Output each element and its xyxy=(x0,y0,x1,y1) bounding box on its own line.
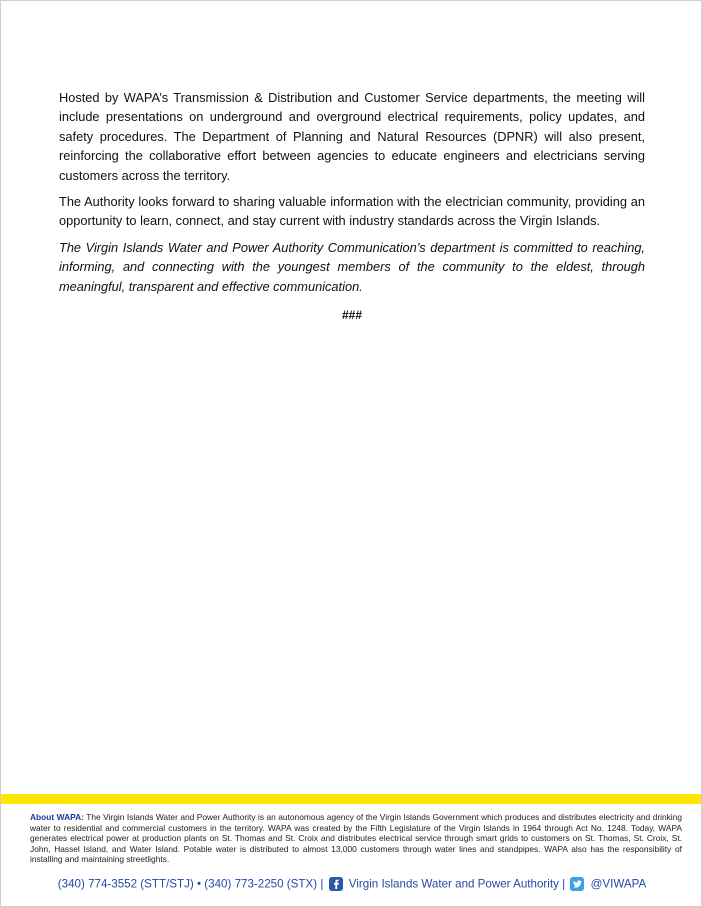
phone-stx[interactable]: (340) 773-2250 (STX) xyxy=(204,877,318,891)
body-paragraph-1: Hosted by WAPA’s Transmission & Distribution and Customer Service departments, the meeting will include presentations on underground and overground electrical requirements, policy updates, and safety procedures. The Department of Planning and Natural Resources (DPNR) will also present, reinforcing the collaborative effort between agencies to educate engineers and electricians serving customers across the territory. xyxy=(59,90,645,183)
about-text: The Virgin Islands Water and Power Authority is an autonomous agency of the Virgin Islands Government which produces and distributes electricity and drinking water to residential and commercial customers in the territory. WAPA was created by the Fifth Legislature of the Virgin Islands in 1964 through Act No. 1248. Today, WAPA generates electrical power at production plants on St. Thomas and St. Croix and distributes electrical service through smart grids to customers on St. Thomas, St. Croix, St. John, Hassel Island, and Water Island. Potable water is distributed to almost 13,000 customers through water lines and standpipes. WAPA also has the responsibility of installing and maintaining streetlights. xyxy=(30,812,682,865)
body-paragraph-2: The Authority looks forward to sharing valuable information with the electrician community, providing an opportunity to learn, connect, and stay current with industry standards across the Virgin Islands. xyxy=(59,194,645,229)
about-wapa xyxy=(30,812,682,865)
contact-line xyxy=(1,877,702,891)
press-release-body xyxy=(59,88,645,332)
bullet-separator: • xyxy=(197,877,202,891)
phone-stt[interactable]: (340) 774-3552 (STT/STJ) xyxy=(57,877,194,891)
twitter-handle[interactable]: @VIWAPA xyxy=(590,877,647,891)
facebook-page-name[interactable]: Virgin Islands Water and Power Authority xyxy=(348,877,559,891)
facebook-icon[interactable] xyxy=(329,877,343,891)
about-label: About WAPA: xyxy=(30,812,84,822)
footer-accent-bar xyxy=(1,794,702,804)
end-mark: ### xyxy=(341,308,363,323)
communication-statement: The Virgin Islands Water and Power Authority Communication’s department is committed to reaching, informing, and connecting with the youngest members of the community to the eldest, through meaningful, transparent and effective communication. xyxy=(59,239,645,294)
twitter-icon[interactable] xyxy=(570,877,584,891)
pipe-separator-2: | xyxy=(562,877,566,891)
pipe-separator: | xyxy=(320,877,324,891)
